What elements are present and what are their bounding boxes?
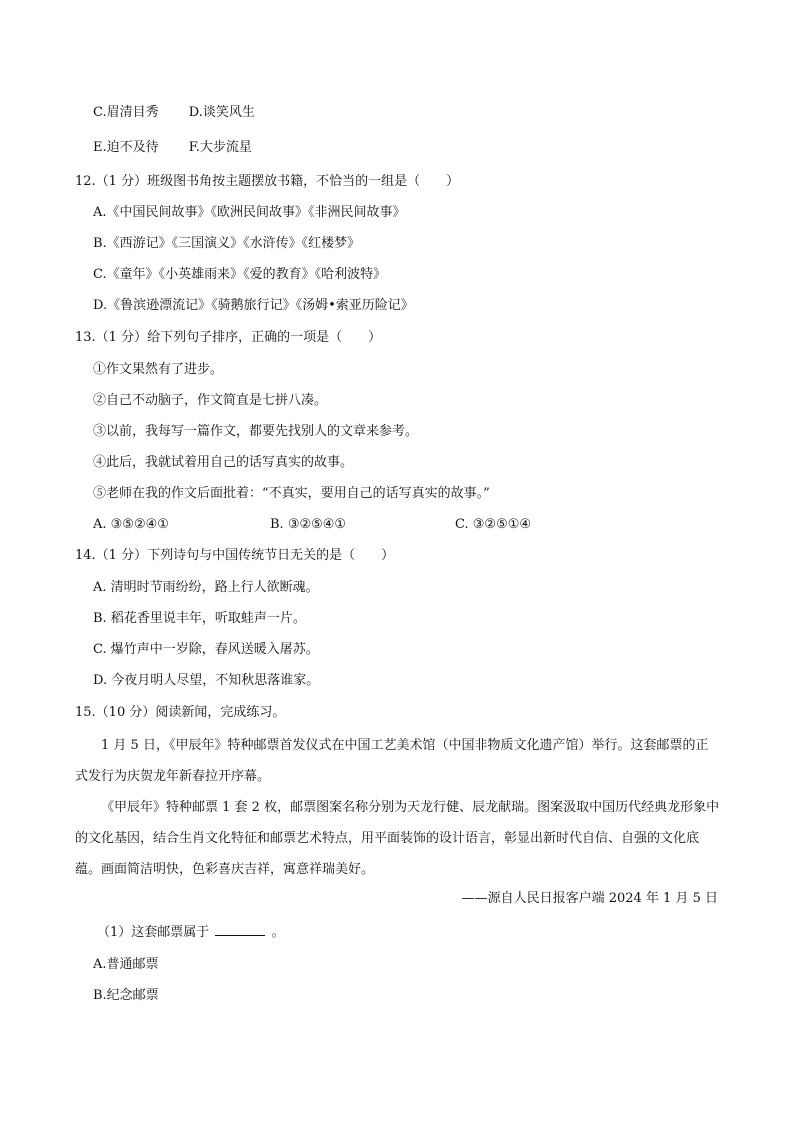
q14-stem: 14.（1 分）下列诗句与中国传统节日无关的是（ ） bbox=[75, 548, 395, 563]
q11-options-row-1 bbox=[93, 104, 255, 122]
q15-stem: 15.（10 分）阅读新闻，完成练习。 bbox=[75, 705, 286, 720]
q11-option-f: F.大步流星 bbox=[188, 140, 252, 155]
q11-option-e: E.迫不及待 bbox=[93, 140, 159, 155]
q13-sentence-1: ①作文果然有了进步。 bbox=[93, 362, 224, 377]
q11-option-c: C.眉清目秀 bbox=[93, 105, 159, 120]
q12-option-c: C.《童年》《小英雄雨来》《爱的教育》《哈利波特》 bbox=[93, 267, 387, 282]
q15-news-paragraph-1: 1 月 5 日，《甲辰年》特种邮票首发仪式在中国工艺美术馆（中国非物质文化遗产馆）举行。这套邮票的正式发行为庆贺龙年新春拉开序幕。 bbox=[75, 738, 709, 784]
q15-news-source: ——源自人民日报客户端 2024 年 1 月 5 日 bbox=[461, 891, 718, 906]
q13-option-c: C. ③②⑤①④ bbox=[455, 517, 532, 532]
q15-sub1-question bbox=[97, 923, 285, 942]
q11-options-row-2 bbox=[93, 139, 252, 157]
q12-option-d: D.《鲁滨逊漂流记》《骑鹅旅行记》《汤姆•索亚历险记》 bbox=[93, 298, 414, 313]
q15-news-paragraph-2: 《甲辰年》特种邮票 1 套 2 枚，邮票图案名称分别为天龙行健、辰龙献瑞。图案汲取中国历代经典龙形象中的文化基因，结合生肖文化特征和邮票艺术特点，用平面装饰的设计语言，彰显出新时代自信、自强的文化底蕴。画面简洁明快，色彩喜庆吉祥，寓意祥瑞美好。 bbox=[75, 800, 720, 877]
q13-sentence-4: ④此后，我就试着用自己的话写真实的故事。 bbox=[93, 455, 354, 470]
q13-sentence-2: ②自己不动脑子，作文简直是七拼八凑。 bbox=[93, 393, 328, 408]
q13-option-b: B. ③②⑤④① bbox=[270, 517, 347, 532]
q13-option-a: A. ③⑤②④① bbox=[93, 517, 169, 532]
q15-sub1-option-b: B.纪念邮票 bbox=[93, 988, 159, 1003]
q14-option-d: D. 今夜月明人尽望，不知秋思落谁家。 bbox=[93, 673, 320, 688]
q15-sub1-suffix: 。 bbox=[271, 925, 285, 940]
q15-sub1-option-a: A.普通邮票 bbox=[93, 957, 159, 972]
q14-option-b: B. 稻花香里说丰年，听取蛙声一片。 bbox=[93, 611, 306, 626]
q13-stem: 13.（1 分）给下列句子排序，正确的一项是（ ） bbox=[75, 330, 382, 345]
q15-sub1-answer-blank[interactable] bbox=[215, 923, 265, 936]
q13-sentence-5: ⑤老师在我的作文后面批着：“不真实，要用自己的话写真实的故事。” bbox=[93, 486, 490, 501]
q13-sentence-3: ③以前，我每写一篇作文，都要先找别人的文章来参考。 bbox=[93, 424, 419, 439]
q15-sub1-prefix: （1）这套邮票属于 bbox=[97, 925, 210, 940]
q11-option-d: D.谈笑风生 bbox=[188, 105, 255, 120]
q14-option-c: C. 爆竹声中一岁除，春风送暖入屠苏。 bbox=[93, 642, 319, 657]
q12-option-a: A.《中国民间故事》《欧洲民间故事》《非洲民间故事》 bbox=[93, 205, 406, 220]
q12-stem: 12.（1 分）班级图书角按主题摆放书籍，不恰当的一组是（ ） bbox=[75, 174, 460, 189]
q12-option-b: B.《西游记》《三国演义》《水浒传》《红楼梦》 bbox=[93, 236, 361, 251]
q14-option-a: A. 清明时节雨纷纷，路上行人欲断魂。 bbox=[93, 580, 319, 595]
